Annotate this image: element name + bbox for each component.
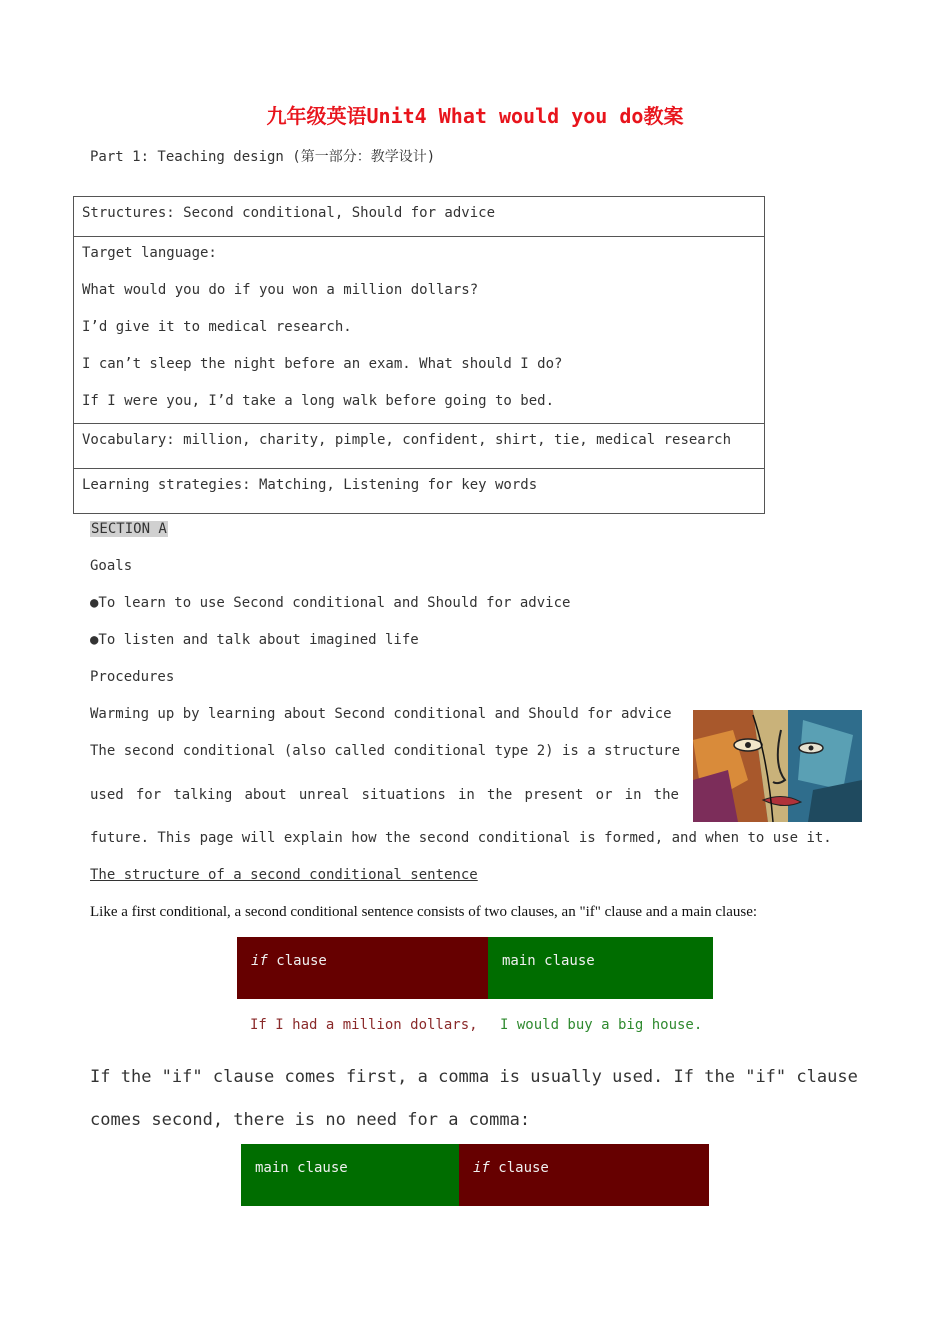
if-clause-box bbox=[237, 937, 488, 999]
if-word: if bbox=[473, 1160, 490, 1176]
word: the bbox=[653, 787, 679, 803]
word: for bbox=[135, 787, 162, 803]
if-example: If I had a million dollars, bbox=[250, 1017, 478, 1033]
warming-up-text: Warming up by learning about Second conditional and Should for advice bbox=[90, 706, 672, 722]
title-en: Unit4 What would you do bbox=[366, 104, 644, 128]
comma-note-line: comes second, there is no need for a comma: bbox=[90, 1110, 531, 1130]
teaching-design-table bbox=[73, 196, 765, 514]
word: clause bbox=[796, 1067, 858, 1087]
procedures-label: Procedures bbox=[90, 669, 175, 685]
word: comes bbox=[284, 1067, 336, 1087]
word: a bbox=[417, 1067, 428, 1087]
word: "if" bbox=[161, 1067, 203, 1087]
word: situations bbox=[361, 787, 446, 803]
section-a-label: SECTION A bbox=[91, 521, 167, 537]
word: is bbox=[499, 1067, 520, 1087]
title-cn-prefix: 九年级英语 bbox=[266, 104, 367, 128]
page-title bbox=[0, 100, 950, 129]
structure-heading: The structure of a second conditional sentence bbox=[90, 867, 478, 883]
word: or bbox=[595, 787, 613, 803]
main-clause-box: main clause bbox=[241, 1144, 459, 1206]
word: If bbox=[673, 1067, 695, 1087]
cubist-face-painting-icon bbox=[693, 710, 862, 822]
word: talking bbox=[173, 787, 233, 803]
target-line: I can’t sleep the night before an exam. What should I do? bbox=[82, 356, 563, 372]
intro-text: Like a first conditional, a second conditional sentence consists of two clauses, an "if" clause and a main clause: bbox=[90, 904, 758, 920]
word: present bbox=[524, 787, 584, 803]
word: about bbox=[244, 787, 287, 803]
paragraph-line: The second conditional (also called conditional type 2) is a structure bbox=[90, 743, 681, 759]
word: used. bbox=[612, 1067, 664, 1087]
comma-note-line bbox=[90, 1067, 858, 1087]
main-example: I would buy a big house. bbox=[500, 1017, 703, 1033]
word: in bbox=[458, 787, 475, 803]
if-clause-label: clause bbox=[489, 1160, 549, 1176]
main-clause-box: main clause bbox=[488, 937, 713, 999]
word: used bbox=[90, 787, 124, 803]
word: the bbox=[487, 787, 513, 803]
goal-item: ●To learn to use Second conditional and Should for advice bbox=[90, 595, 571, 611]
word: usually bbox=[530, 1067, 602, 1087]
word: "if" bbox=[745, 1067, 787, 1087]
if-word: if bbox=[251, 953, 268, 969]
target-line: Target language: bbox=[82, 245, 217, 261]
word: in bbox=[624, 787, 642, 803]
word: comma bbox=[438, 1067, 490, 1087]
target-line: If I were you, I’d take a long walk before going to bed. bbox=[82, 393, 555, 409]
word: clause bbox=[212, 1067, 275, 1087]
section-heading bbox=[90, 521, 168, 537]
vocabulary-cell: Vocabulary: million, charity, pimple, confident, shirt, tie, medical research bbox=[74, 424, 765, 469]
goal-item: ●To listen and talk about imagined life bbox=[90, 632, 419, 648]
word: unreal bbox=[298, 787, 350, 803]
paragraph-line: future. This page will explain how the second conditional is formed, and when to use it. bbox=[90, 830, 832, 846]
target-line: What would you do if you won a million dollars? bbox=[82, 282, 479, 298]
paragraph-line-justified bbox=[90, 787, 679, 803]
if-clause-label: clause bbox=[267, 953, 327, 969]
word: the bbox=[704, 1067, 735, 1087]
target-line: I’d give it to medical research. bbox=[82, 319, 352, 335]
structures-cell: Structures: Second conditional, Should for advice bbox=[74, 197, 765, 237]
if-clause-box bbox=[459, 1144, 709, 1206]
strategies-cell: Learning strategies: Matching, Listening for key words bbox=[74, 469, 765, 514]
word: If bbox=[90, 1067, 111, 1087]
part1-heading: Part 1: Teaching design (第一部分：教学设计) bbox=[90, 149, 436, 165]
goals-label: Goals bbox=[90, 558, 133, 574]
word: the bbox=[120, 1067, 152, 1087]
title-cn-suffix: 教案 bbox=[643, 104, 684, 128]
target-language-cell bbox=[74, 237, 765, 424]
word: first, bbox=[345, 1067, 408, 1087]
